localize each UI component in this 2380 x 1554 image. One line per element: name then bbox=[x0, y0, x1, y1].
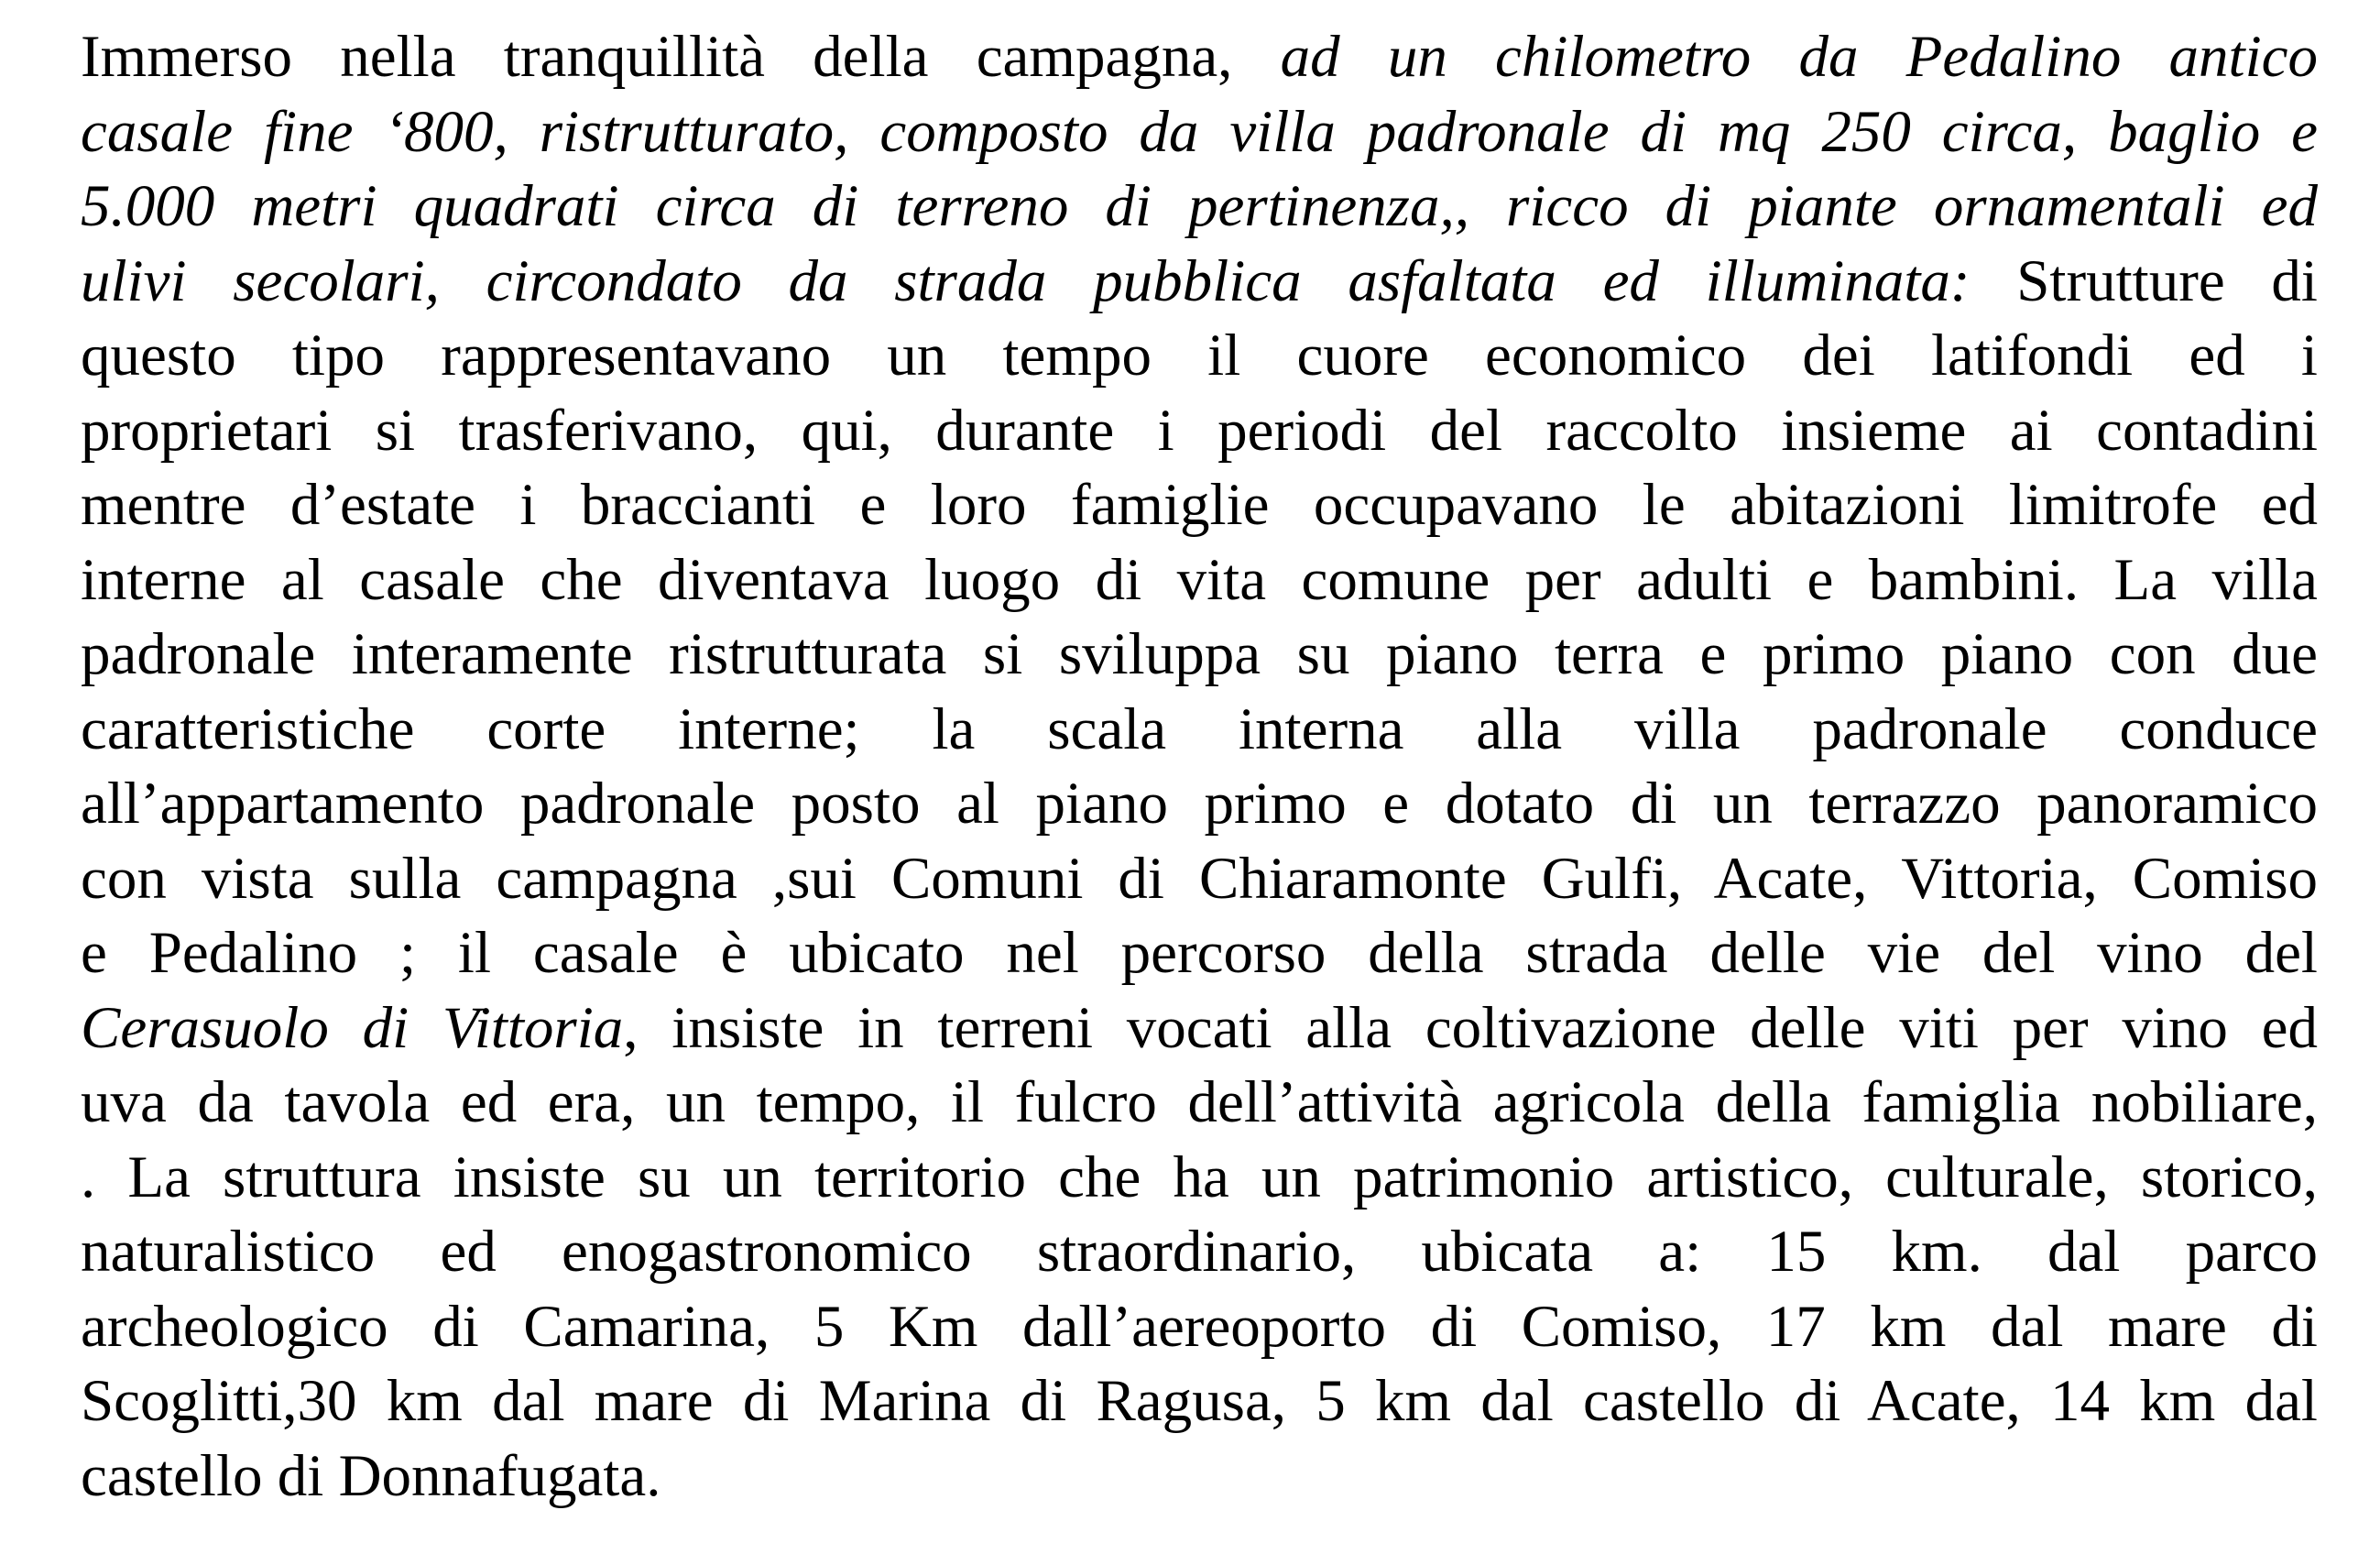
text-segment-italic: ulivi secolari, circondato da strada pubblica asfaltata ed illuminata: bbox=[81, 247, 1971, 314]
text-segment: mentre d’estate i braccianti e loro famiglie occupavano le abitazioni limitrofe ed bbox=[81, 472, 2318, 538]
text-line bbox=[81, 693, 2318, 768]
text-line bbox=[81, 1215, 2318, 1290]
text-segment: castello di Donnafugata. bbox=[81, 1442, 661, 1509]
text-segment: . La struttura insiste su un territorio che ha un patrimonio artistico, culturale, storico, bbox=[81, 1144, 2318, 1210]
text-segment-italic: Cerasuolo di Vittoria bbox=[81, 994, 624, 1061]
text-line bbox=[81, 1066, 2318, 1141]
text-segment: archeologico di Camarina, 5 Km dall’aereoporto di Comiso, 17 km dal mare di bbox=[81, 1293, 2318, 1360]
text-line bbox=[81, 20, 2318, 95]
text-segment-italic: casale fine ‘800, ristrutturato, composto da villa padronale di mq 250 circa, baglio e bbox=[81, 98, 2318, 165]
text-line bbox=[81, 916, 2318, 991]
text-line bbox=[81, 1364, 2318, 1439]
text-line bbox=[81, 170, 2318, 245]
text-segment: interne al casale che diventava luogo di vita comune per adulti e bambini. La villa bbox=[81, 546, 2318, 613]
text-line bbox=[81, 319, 2318, 394]
text-line bbox=[81, 618, 2318, 693]
text-line bbox=[81, 991, 2318, 1067]
text-line bbox=[81, 767, 2318, 842]
text-segment: con vista sulla campagna ,sui Comuni di Chiaramonte Gulfi, Acate, Vittoria, Comiso bbox=[81, 845, 2318, 912]
text-line bbox=[81, 468, 2318, 543]
text-segment: e Pedalino ; il casale è ubicato nel percorso della strada delle vie del vino del bbox=[81, 920, 2318, 986]
text-segment: questo tipo rappresentavano un tempo il cuore economico dei latifondi ed i bbox=[81, 323, 2318, 388]
text-line bbox=[81, 245, 2318, 320]
text-line bbox=[81, 1290, 2318, 1365]
text-line bbox=[81, 394, 2318, 469]
text-segment: Strutture di bbox=[1970, 247, 2318, 314]
text-segment: Scoglitti,30 km dal mare di Marina di Ragusa, 5 km dal castello di Acate, 14 km dal bbox=[81, 1368, 2318, 1434]
text-line bbox=[81, 1141, 2318, 1216]
text-segment-italic: 5.000 metri quadrati circa di terreno di pertinenza,, ricco di piante ornamentali ed bbox=[81, 173, 2318, 239]
text-line bbox=[81, 543, 2318, 618]
text-segment: caratteristiche corte interne; la scala interna alla villa padronale conduce bbox=[81, 695, 2318, 762]
description-paragraph bbox=[81, 20, 2318, 1514]
text-segment: , insiste in terreni vocati alla coltivazione delle viti per vino ed bbox=[623, 994, 2318, 1061]
text-segment: all’appartamento padronale posto al piano primo e dotato di un terrazzo panoramico bbox=[81, 771, 2318, 837]
text-segment: uva da tavola ed era, un tempo, il fulcro dell’attività agricola della famiglia nobiliare, bbox=[81, 1069, 2318, 1135]
text-line bbox=[81, 1439, 2318, 1515]
text-segment-italic: ad un chilometro da Pedalino antico bbox=[1280, 24, 2318, 90]
text-segment: Immerso nella tranquillità della campagna, bbox=[81, 24, 1281, 90]
text-line bbox=[81, 842, 2318, 917]
text-segment: naturalistico ed enogastronomico straordinario, ubicata a: 15 km. dal parco bbox=[81, 1219, 2318, 1285]
text-line bbox=[81, 95, 2318, 170]
text-segment: padronale interamente ristrutturata si sviluppa su piano terra e primo piano con due bbox=[81, 621, 2318, 687]
text-segment: proprietari si trasferivano, qui, durante i periodi del raccolto insieme ai contadini bbox=[81, 397, 2318, 464]
